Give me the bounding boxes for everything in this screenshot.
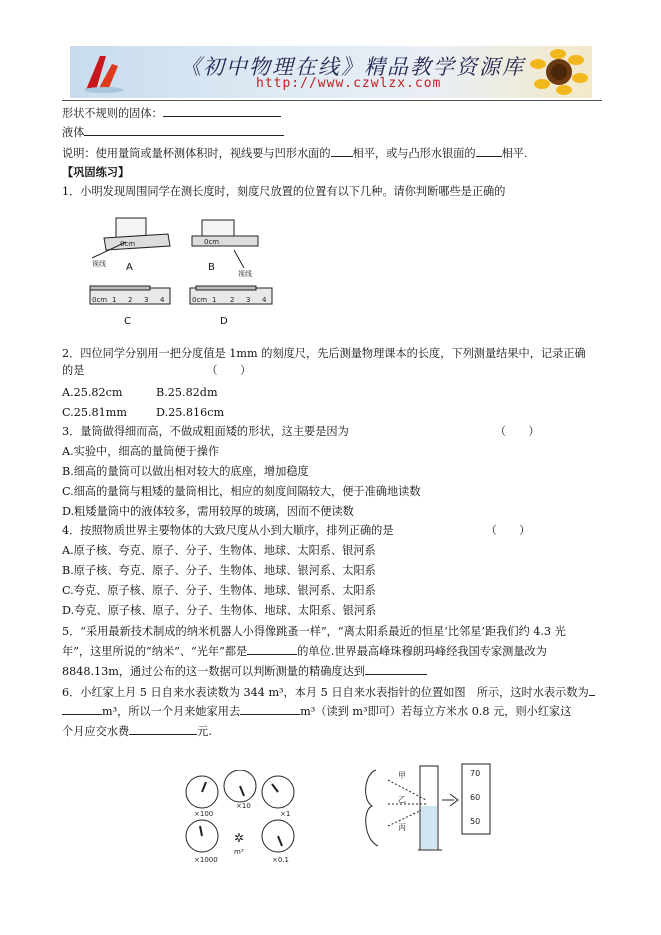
q1-stem: 1．小明发现周围同学在测长度时，刻度尺放置的位置有以下几种。请你判断哪些是正确的 [62,185,506,198]
q6-line-1: 6．小红家上月 5 日自来水表读数为 344 m³，本月 5 日自来水表指针的位置如图 所示，这时水表示数为 [62,684,595,700]
q4-option-a: A.原子核、夸克、原子、分子、生物体、地球、太阳系、银河系 [62,544,376,557]
ruler-tick-d-4: 4 [262,296,267,304]
q5-line-2: 年”，这里所说的“纳米”、“光年”都是 的单位.世界最高峰珠穆朗玛峰经我国专家测量改为 [62,645,547,658]
header-rule [62,100,602,101]
q6-line-2: m³，所以一个月来她家用去 m³（读到 m³即可）若每立方米水 0.8 元，则小红家这 [62,703,571,719]
label-b: B [208,262,215,273]
sight-label-a: 视线 [92,260,106,268]
solid-line: 形状不规则的固体： [62,105,281,121]
dial-label-100: ×100 [194,810,214,818]
dial-label-1: ×1 [280,810,291,818]
figure-cylinder-reading [358,760,498,860]
eye-label-bing: 丙 [398,823,406,832]
ruler-tick-c-3: 3 [144,296,149,304]
label-d: D [220,316,228,327]
ruler-tick-a-0: 0cm [120,240,136,248]
scale-label-70: 70 [470,769,481,778]
label-c: C [124,316,131,327]
q4-stem: 4．按照物质世界主要物体的大致尺度从小到大顺序，排列正确的是 （ ） [62,524,531,537]
q2-stem-2: 的是 （ ） [62,364,252,377]
ruler-tick-d-1: 1 [212,296,217,304]
eye-label-jia: 甲 [398,771,406,780]
ruler-tick-c-4: 4 [160,296,165,304]
q4-option-b: B.原子核、夸克、原子、分子、生物体、地球、银河系、太阳系 [62,564,376,577]
dial-label-0-1: ×0.1 [272,856,289,864]
q4-option-c: C.夸克、原子核、原子、分子、生物体、地球、银河系、太阳系 [62,584,376,597]
q2-options-row2: C.25.81mm D.25.816cm [62,406,225,419]
q3-option-d: D.粗矮量筒中的液体较多，需用较厚的玻璃，因而不便读数 [62,505,354,518]
ruler-tick-d-0: 0cm [192,296,208,304]
header-banner [70,46,592,98]
q2-stem-1: 2．四位同学分别用一把分度值是 1mm 的刻度尺，先后测量物理课本的长度，下列测量结果中，记录正确 [62,347,586,360]
banner-title: 《初中物理在线》精品教学资源库 [180,55,525,79]
section-title: 【巩固练习】 [62,165,130,179]
q3-option-c: C.细高的量筒与粗矮的量筒相比，相应的刻度间隔较大，便于准确地读数 [62,485,421,498]
dial-label-10: ×10 [236,802,251,810]
q3-option-a: A.实验中，细高的量筒便于操作 [62,445,220,458]
note-line: 说明：使用量筒或量杯测体积时，视线要与凹形水面的 相平，或与凸形水银面的 相平. [62,147,528,160]
eye-label-yi: 乙 [398,795,406,804]
scale-label-50: 50 [470,817,481,826]
q3-option-b: B.细高的量筒可以做出相对较大的底座，增加稳度 [62,465,309,478]
banner-url[interactable]: http://www.czwlzx.com [256,76,442,91]
ruler-tick-d-2: 2 [230,296,235,304]
q3-stem: 3．量筒做得细而高，不做成粗面矮的形状，这主要是因为 （ ） [62,425,540,438]
logo-icon [82,50,126,94]
label-a: A [126,262,133,273]
liquid-line: 液体 [62,124,284,140]
q2-options-row1: A.25.82cm B.25.82dm [62,386,218,399]
sunflower-icon [518,46,592,98]
ruler-tick-c-0: 0cm [92,296,108,304]
figure-water-meter [180,770,300,866]
q4-option-d: D.夸克、原子核、原子、分子、生物体、地球、太阳系、银河系 [62,604,377,617]
ruler-tick-d-3: 3 [246,296,251,304]
ruler-tick-c-2: 2 [128,296,133,304]
ruler-tick-c-1: 1 [112,296,117,304]
sight-label-b: 视线 [238,270,252,278]
q5-line-1: 5．“采用最新技术制成的纳米机器人小得像跳蚤一样”，“离太阳系最近的恒星‘比邻星’距我们约 4.3 光 [62,625,566,638]
ruler-tick-b-0: 0cm [204,238,220,246]
meter-unit: m³ [234,848,244,856]
figure-ruler-placements [86,210,286,330]
gear-icon: ✲ [234,831,245,845]
dial-label-1000: ×1000 [194,856,218,864]
scale-label-60: 60 [470,793,481,802]
q5-line-3: 8848.13m，通过公布的这一数据可以判断测量的精确度达到 [62,663,427,679]
q6-line-3: 个月应交水费 元. [62,725,212,738]
